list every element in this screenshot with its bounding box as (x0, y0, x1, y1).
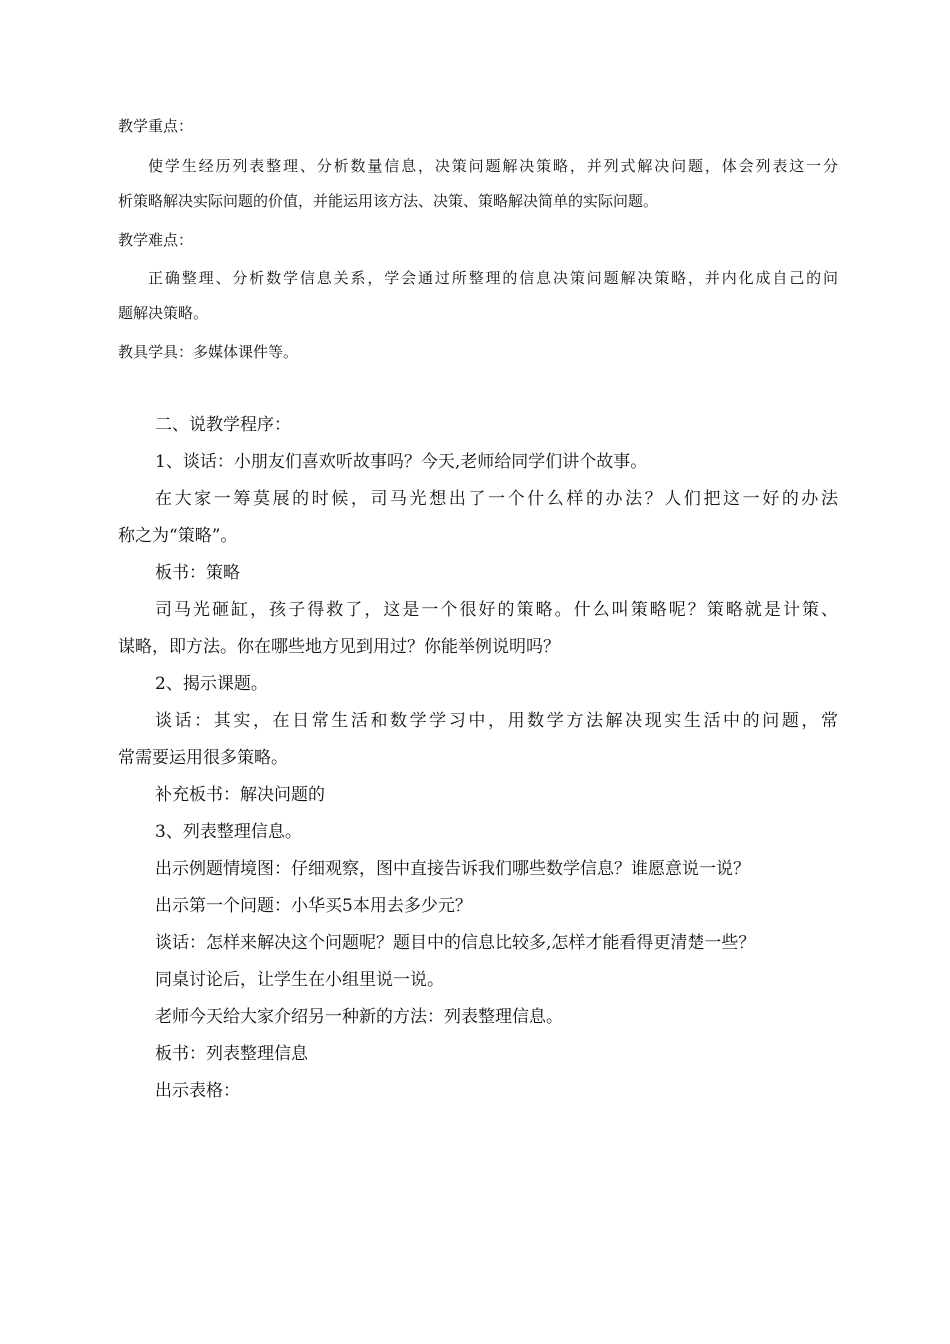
paragraph-line: 2、揭示课题。 (155, 674, 268, 694)
paragraph-line: 板书：列表整理信息 (155, 1044, 308, 1064)
teaching-tools-line: 教具学具：多媒体课件等。 (118, 343, 299, 361)
teaching-focus-text-line2: 析策略解决实际问题的价值，并能运用该方法、决策、策略解决简单的实际问题。 (118, 192, 659, 210)
paragraph-line: 老师今天给大家介绍另一种新的方法：列表整理信息。 (155, 1007, 563, 1027)
paragraph-line: 在大家一筹莫展的时候，司马光想出了一个什么样的办法？人们把这一好的办法 (155, 489, 838, 509)
paragraph-line: 同桌讨论后，让学生在小组里说一说。 (155, 970, 444, 990)
paragraph-line: 常需要运用很多策略。 (118, 748, 288, 768)
paragraph-line: 3、列表整理信息。 (155, 822, 302, 842)
paragraph-line: 出示表格： (155, 1081, 240, 1101)
paragraph-line: 出示第一个问题：小华买5本用去多少元？ (155, 896, 472, 916)
paragraph-line: 补充板书：解决问题的 (155, 785, 325, 805)
paragraph-line: 出示例题情境图：仔细观察，图中直接告诉我们哪些数学信息？谁愿意说一说？ (155, 859, 750, 879)
teaching-focus-text-line1: 使学生经历列表整理、分析数量信息，决策问题解决策略，并列式解决问题，体会列表这一分 (148, 157, 838, 175)
teaching-difficulty-heading: 教学难点： (118, 231, 194, 249)
paragraph-line: 谋略，即方法。你在哪些地方见到用过？你能举例说明吗？ (118, 637, 560, 657)
paragraph-line: 谈话：怎样来解决这个问题呢？题目中的信息比较多,怎样才能看得更清楚一些？ (155, 933, 756, 953)
teaching-difficulty-text-line2: 题解决策略。 (118, 304, 209, 322)
section2-heading: 二、说教学程序： (155, 415, 291, 435)
paragraph-line: 板书：策略 (155, 563, 240, 583)
paragraph-line: 1、谈话：小朋友们喜欢听故事吗？今天,老师给同学们讲个故事。 (155, 452, 648, 472)
paragraph-line: 司马光砸缸，孩子得救了，这是一个很好的策略。什么叫策略呢？策略就是计策、 (155, 600, 838, 620)
teaching-focus-heading: 教学重点： (118, 117, 194, 135)
paragraph-line: 谈话：其实，在日常生活和数学学习中，用数学方法解决现实生活中的问题，常 (155, 711, 838, 731)
paragraph-line: 称之为“策略”。 (118, 526, 238, 546)
teaching-difficulty-text-line1: 正确整理、分析数学信息关系，学会通过所整理的信息决策问题解决策略，并内化成自己的问 (148, 269, 838, 287)
